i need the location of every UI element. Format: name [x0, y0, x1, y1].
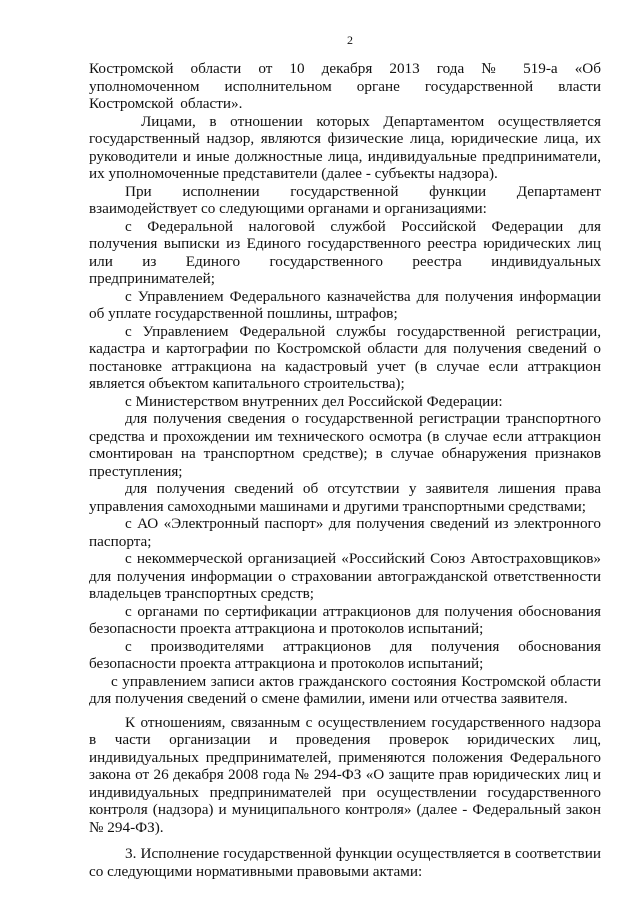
paragraph-interaction-intro: При исполнении государственной функции Департамент взаимодействует со следующими органами и организациями:	[89, 182, 601, 217]
paragraph-manufacturers: с производителями аттракционов для получения обоснования безопасности проекта аттракциона и протоколов испытаний;	[89, 637, 601, 672]
paragraph-supervised-persons: Лицами, в отношении которых Департаментом осуществляется государственный надзор, являются физические лица, юридические лица, их руководители и иные должностные лица, индивидуальные предприниматели, их уполномоченные представители (далее - субъекты надзора).	[89, 112, 601, 182]
paragraph-registration-service: с Управлением Федеральной службы государственной регистрации, кадастра и картографии по Костромской области для получения сведений о постановке аттракциона на кадастровый учет (в случае если аттракцион является объектом капитального строительства);	[89, 322, 601, 392]
paragraph-regulation-reference: Костромской области от 10 декабря 2013 года № 519-а «Об уполномоченном исполнительном органе государственной власти Костромской области».	[89, 60, 601, 112]
paragraph-interior-ministry: с Министерством внутренних дел Российской Федерации:	[125, 392, 503, 410]
paragraph-driving-rights: для получения сведений об отсутствии у заявителя лишения права управления самоходными машинами и другими транспортными средствами;	[89, 480, 601, 515]
paragraph-electronic-passport: с АО «Электронный паспорт» для получения сведений из электронного паспорта;	[89, 515, 601, 550]
page-number: 2	[347, 33, 353, 47]
paragraph-section-3: 3. Исполнение государственной функции осуществляется в соответствии со следующими нормативными правовыми актами:	[89, 845, 601, 880]
paragraph-tax-service: с Федеральной налоговой службой Российской Федерации для получения выписки из Единого государственного реестра юридических лиц или из Единого государственного реестра индивидуальных предпринимателей;	[89, 217, 601, 287]
paragraph-certification-bodies: с органами по сертификации аттракционов для получения обоснования безопасности проекта аттракциона и протоколов испытаний;	[89, 602, 601, 637]
paragraph-insurers-union: с некоммерческой организацией «Российский Союз Автостраховщиков» для получения информации о страховании автогражданской ответственности владельцев транспортных средств;	[89, 550, 601, 602]
paragraph-civil-registry: с управлением записи актов гражданского состояния Костромской области для получения сведений о смене фамилии, имени или отчества заявителя.	[89, 672, 601, 707]
paragraph-treasury: с Управлением Федерального казначейства для получения информации об уплате государственной пошлины, штрафов;	[89, 287, 601, 322]
paragraph-federal-law-294: К отношениям, связанным с осуществлением государственного надзора в части организации и проведения проверок юридических лиц, индивидуальных предпринимателей, применяются положения Федерального закона от 26 декабря 2008 года № 294-ФЗ «О защите прав юридических лиц и индивидуальных предпринимателей при осуществлении государственного контроля (надзора) и муниципального контроля» (далее - Федеральный закон № 294-ФЗ).	[89, 713, 601, 836]
document-body	[89, 60, 601, 880]
paragraph-vehicle-registration: для получения сведения о государственной регистрации транспортного средства и прохождении им технического осмотра (в случае если аттракцион смонтирован на транспортном средстве); в случае обнаружения признаков преступления;	[89, 410, 601, 480]
